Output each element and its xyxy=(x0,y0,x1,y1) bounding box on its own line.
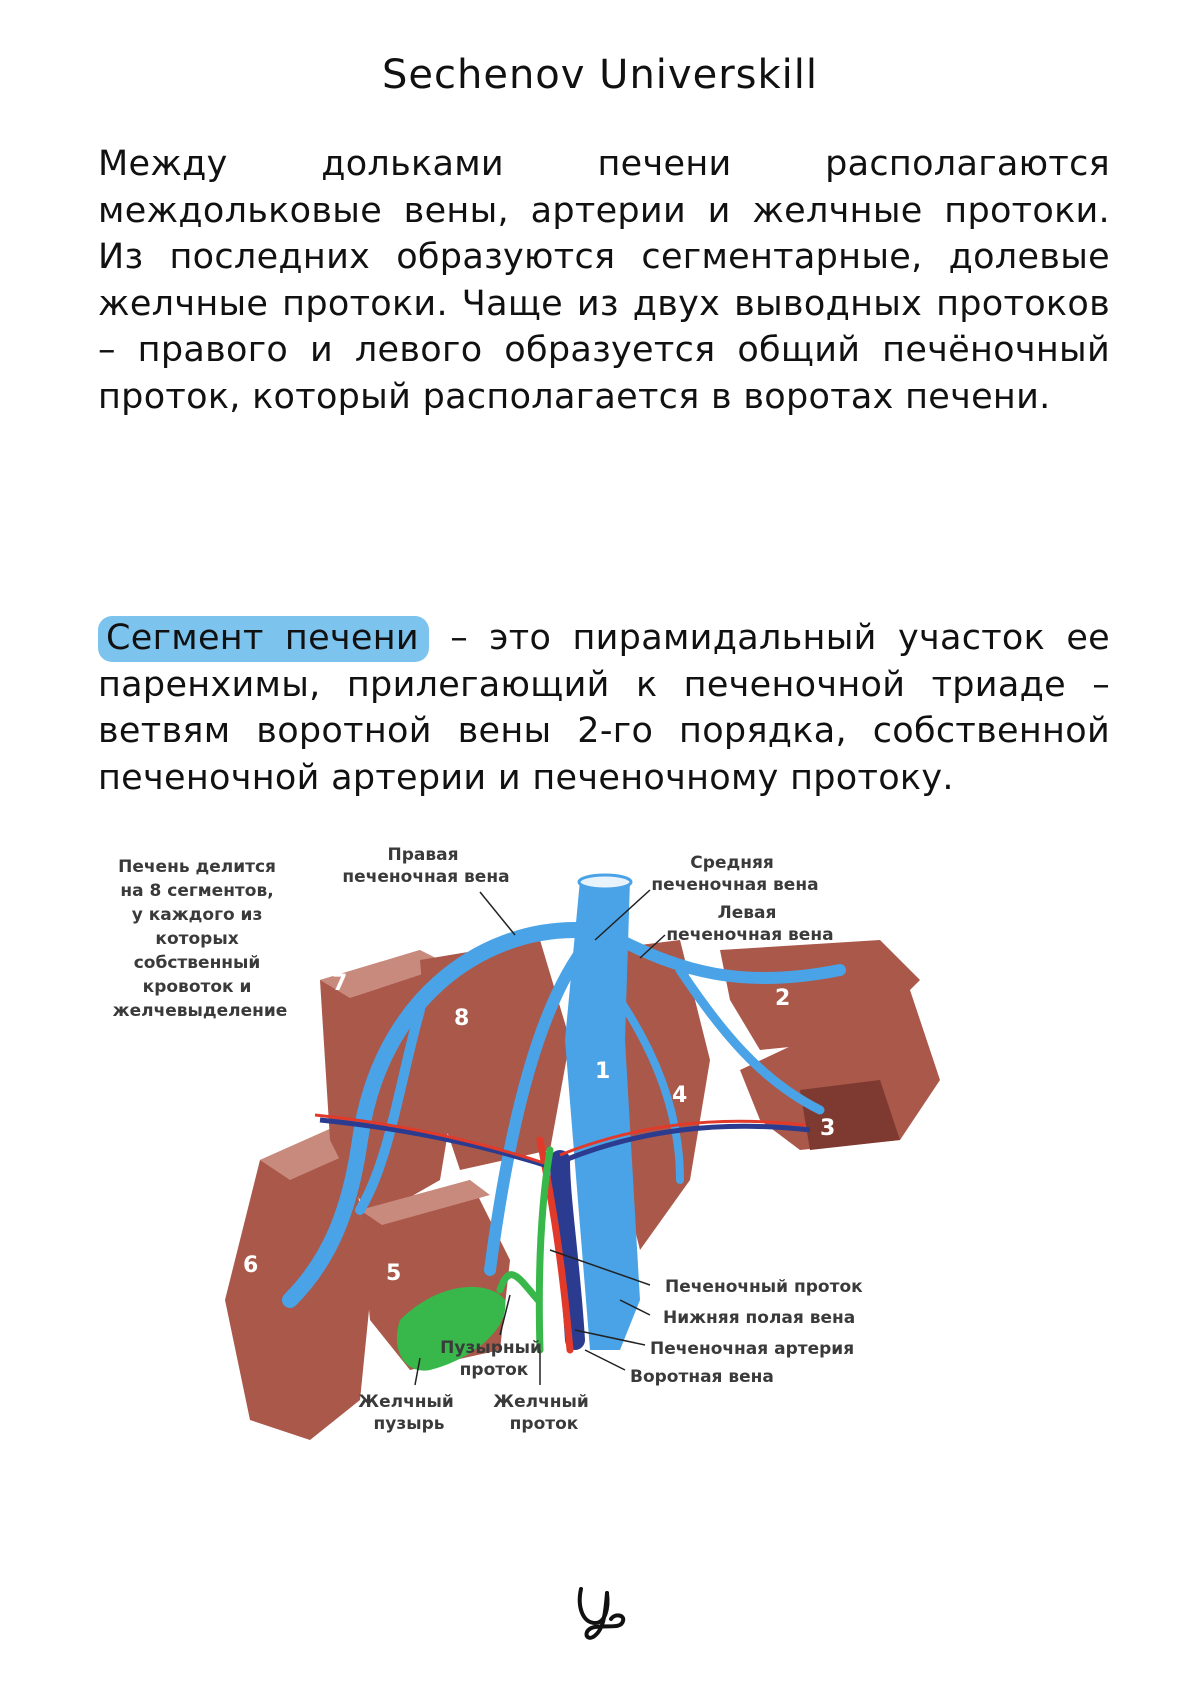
label-right-hepatic-vein xyxy=(342,845,509,887)
note-line-3: у каждого из xyxy=(131,905,263,925)
paragraph-liver-segment xyxy=(98,615,1110,801)
segment-number-8: 8 xyxy=(454,1006,470,1031)
leader-portal-vein xyxy=(585,1350,625,1370)
segment-number-2: 2 xyxy=(775,986,791,1011)
cystic-duct-line-2: проток xyxy=(459,1360,529,1380)
label-left-hepatic-vein xyxy=(666,903,833,945)
label-portal-vein: Воротная вена xyxy=(630,1367,774,1387)
universkill-logo-icon xyxy=(575,1583,629,1643)
note-line-2: на 8 сегментов, xyxy=(120,881,274,901)
left-hepatic-vein-line-1: Левая xyxy=(717,903,777,923)
label-hepatic-artery: Печеночная артерия xyxy=(650,1339,855,1359)
segment-number-5: 5 xyxy=(386,1261,402,1286)
middle-hepatic-vein-line-1: Средняя xyxy=(690,853,774,873)
highlighted-term-liver-segment: Сегмент печени xyxy=(98,616,429,662)
label-hepatic-duct: Печеночный проток xyxy=(665,1277,863,1297)
segment-number-3: 3 xyxy=(820,1116,836,1141)
label-ivc: Нижняя полая вена xyxy=(663,1308,856,1328)
bile-duct-line-2: проток xyxy=(509,1414,579,1434)
common-bile-duct xyxy=(539,1150,550,1350)
cystic-duct-line-1: Пузырный xyxy=(440,1338,542,1358)
label-middle-hepatic-vein xyxy=(651,853,818,895)
segment-number-7: 7 xyxy=(332,971,348,996)
gallbladder-line-2: пузырь xyxy=(373,1414,445,1434)
paragraph-intralobular-ducts: Между дольками печени располагаются междольковые вены, артерии и желчные протоки. Из последних образуются сегментарные, долевые желчные протоки. Чаще из двух выводных протоков – правого и левого образуется общий печёночный проток, который располагается в воротах печени. xyxy=(98,144,1110,417)
leader-right-hepatic-vein xyxy=(480,892,515,935)
segment-number-4: 4 xyxy=(672,1083,688,1108)
left-hepatic-vein-line-2: печеночная вена xyxy=(666,925,834,945)
label-bile-duct xyxy=(493,1392,594,1434)
note-line-7: желчевыделение xyxy=(112,1001,288,1021)
logo-stroke-s xyxy=(587,1593,624,1638)
label-note xyxy=(113,857,288,1021)
right-hepatic-vein-line-1: Правая xyxy=(387,845,459,865)
right-hepatic-vein-line-2: печеночная вена xyxy=(342,867,510,887)
liver-segment-definition: – это пирамидальный участок ее паренхимы, прилегающий к печеночной триаде – ветвям воротной вены 2-го порядка, собственной печеночной артерии и печеночному протоку. xyxy=(98,618,1110,798)
gallbladder-line-1: Желчный xyxy=(358,1392,454,1412)
liver-segments-diagram xyxy=(112,845,1020,1580)
note-line-6: кровоток и xyxy=(142,977,252,997)
note-line-5: собственный xyxy=(133,953,261,973)
segment-number-6: 6 xyxy=(243,1253,259,1278)
bile-duct-line-1: Желчный xyxy=(493,1392,589,1412)
ivc-top-opening xyxy=(579,875,631,889)
note-line-1: Печень делится xyxy=(118,857,276,877)
label-gallbladder xyxy=(358,1392,459,1434)
note-line-4: которых xyxy=(155,929,239,949)
page-header-title: Sechenov Universkill xyxy=(382,52,818,98)
middle-hepatic-vein-line-2: печеночная вена xyxy=(651,875,819,895)
segment-number-1: 1 xyxy=(595,1059,611,1084)
